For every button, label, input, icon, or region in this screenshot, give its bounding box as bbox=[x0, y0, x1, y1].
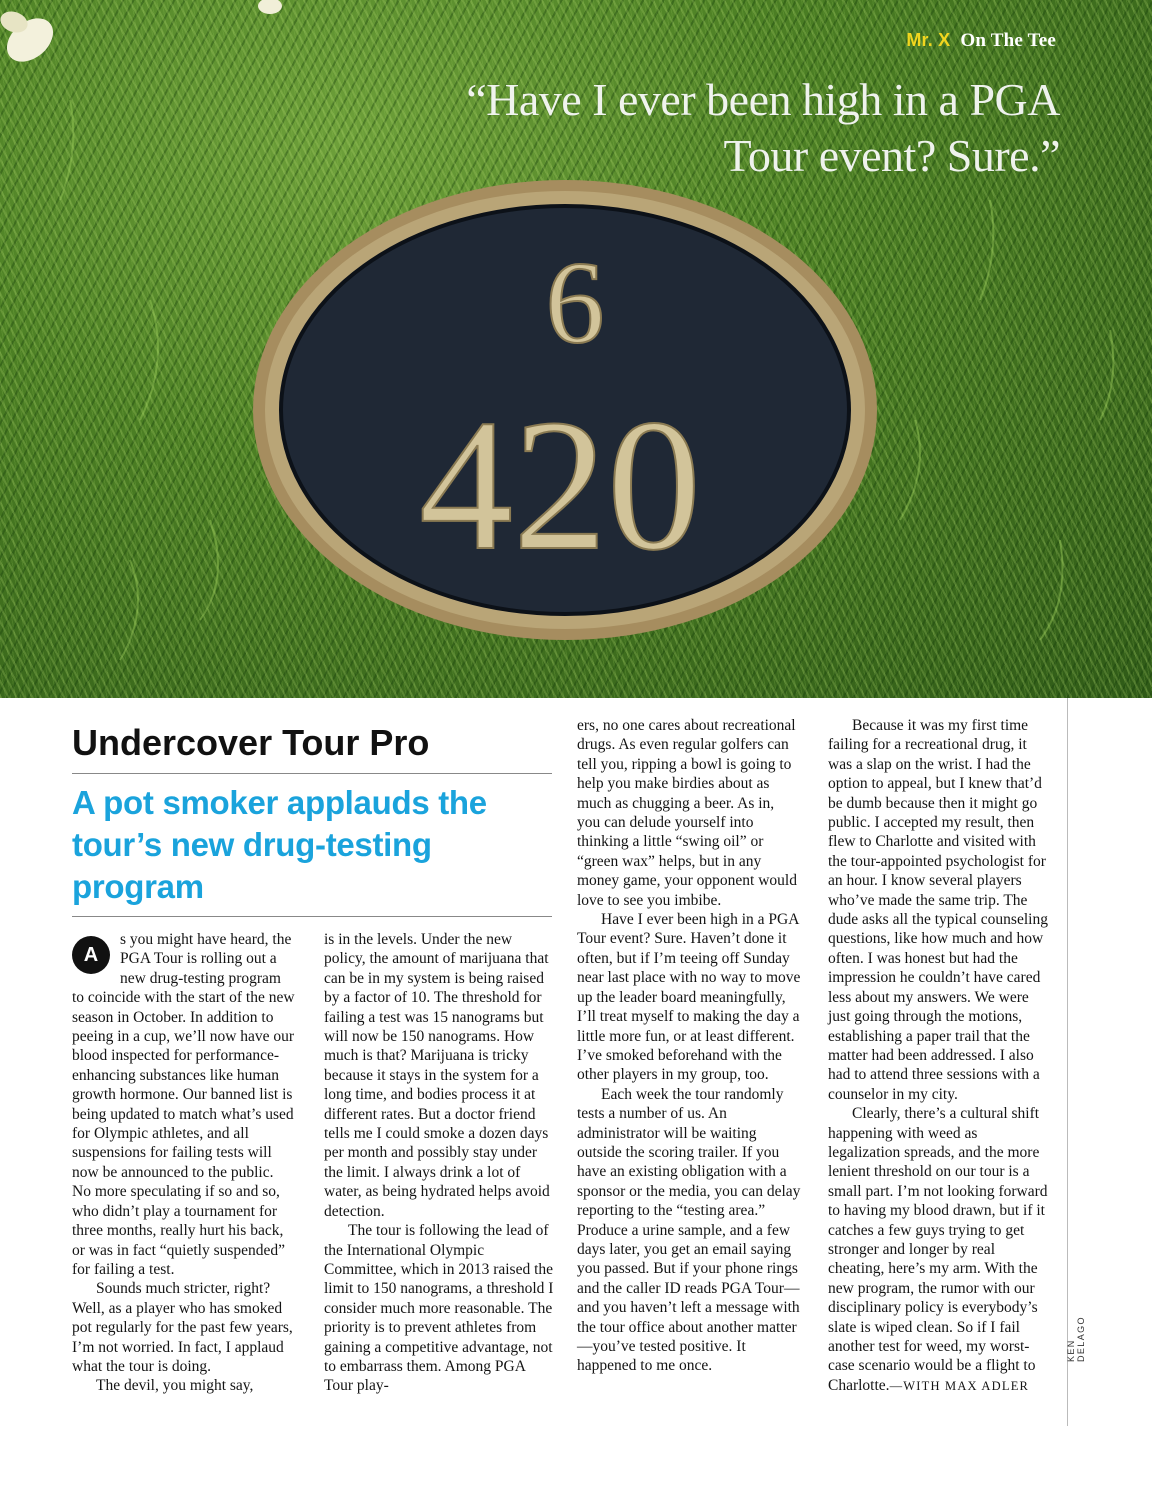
paragraph: The tour is following the lead of the International Olympic Committee, which in 2013 raised the limit to 150 nanograms, a threshold I consider much more reasonable. The priority is to prevent athletes from gaining a competitive advantage, not to embarrass them. Among PGA Tour play- bbox=[324, 1222, 554, 1395]
plaque bbox=[253, 180, 877, 640]
plaque-yardage: 420 bbox=[419, 380, 701, 589]
article-column-4 bbox=[828, 716, 1050, 1396]
article-column-1 bbox=[72, 930, 296, 1396]
article-headline: Undercover Tour Pro bbox=[72, 722, 430, 763]
paragraph: The devil, you might say, bbox=[96, 1377, 254, 1395]
subsection-label: On The Tee bbox=[960, 30, 1056, 51]
hero-photo bbox=[0, 0, 1152, 698]
article-column-3 bbox=[577, 716, 801, 1376]
paragraph: Sounds much stricter, right? Well, as a player who has smoked pot regularly for the past few years, I’m not worried. In fact, I applaud what the tour is doing. bbox=[72, 1280, 293, 1375]
article-dek: A pot smoker applauds the tour’s new drug-testing program bbox=[72, 784, 487, 905]
paragraph: ers, no one cares about recreational drugs. As even regular golfers can tell you, ripping a bowl is going to help you make birdies about as much as chugging a beer. As in, you can delude yourself into thinking a little “swing oil” or “green wax” helps, but in any money game, your opponent would love to see you imbibe. bbox=[577, 717, 797, 909]
section-label: Mr. X bbox=[906, 30, 951, 50]
flower-decoration bbox=[0, 0, 282, 71]
dek-rule bbox=[72, 916, 552, 917]
running-head bbox=[906, 30, 1056, 52]
paragraph: Because it was my first time failing for a recreational drug, it was a slap on the wrist. I had the option to appeal, but I knew that’d be dumb because then it might go public. I accepted my result, then flew to Charlotte and visited with the tour-appointed psychologist for an hour. I know several players who’ve made the same trip. The dude asks all the typical counseling questions, like how much and how often. I was honest but had the impression he couldn’t have cared less about my answers. We were just going through the motions, establishing a paper trail that the matter had been addressed. I also had to attend three sessions with a counselor in my city. bbox=[828, 717, 1048, 1103]
signoff: —WITH MAX ADLER bbox=[889, 1378, 1030, 1393]
drop-cap: A bbox=[72, 936, 110, 974]
headline-rule bbox=[72, 773, 552, 774]
paragraph bbox=[828, 1104, 1050, 1396]
plaque-hole-number: 6 bbox=[545, 237, 605, 368]
paragraph: is in the levels. Under the new policy, the amount of marijuana that can be in my system is being raised by a factor of 10. The threshold for failing a test was 15 nanograms but will now be 150 nanograms. How much is that? Marijuana is tricky because it stays in the system for a long time, and bodies process it at different rates. But a doctor friend tells me I could smoke a dozen days per month and possibly stay under the limit. I always drink a lot of water, as being hydrated helps avoid detection. bbox=[324, 931, 550, 1220]
pull-quote: “Have I ever been high in a PGA Tour event? Sure.” bbox=[466, 74, 1060, 181]
paragraph: Each week the tour randomly tests a number of us. An administrator will be waiting outside the scoring trailer. If you have an existing obligation with a sponsor or the media, you can delay reporting to the “testing area.” Produce a urine sample, and a few days later, you get an email saying you passed. But if your phone rings and the caller ID reads PGA Tour—and you haven’t left a message with the tour office about another matter—you’ve tested positive. It happened to me once. bbox=[577, 1085, 801, 1375]
paragraph: s you might have heard, the PGA Tour is rolling out a new drug-testing program to coincide with the start of the new season in October. In addition to peeing in a cup, we’ll now have our blood inspected for performance-enhancing substances like human growth hormone. Our banned list is being updated to match what’s used for Olympic athletes, and all suspensions for failing tests will now be announced to the public. No more speculating if so and so, who didn’t play a tournament for three months, really hurt his back, or was in fact “quietly suspended” for failing a test. bbox=[72, 931, 295, 1278]
paragraph: Have I ever been high in a PGA Tour event? Sure. Haven’t done it often, but if I’m teeing off Sunday near last place with no way to move up the leader board meaningfully, I’ll treat myself to making the day a little more fun, or at least different. I’ve smoked beforehand with the other players in my group, too. bbox=[577, 911, 801, 1084]
photo-credit: KEN DELAGO bbox=[1066, 1316, 1086, 1362]
paragraph-text: Clearly, there’s a cultural shift happening with weed as legalization spreads, and the more lenient threshold on our tour is a small part. I’m not looking forward to having my blood drawn, but if it catches a few guys trying to get stronger and longer by real cheating, here’s my arm. With the new program, the rumor with our disciplinary policy is everybody’s slate is wiped clean. So if I fail another test for weed, my worst-case scenario would be a flight to Charlotte. bbox=[828, 1105, 1048, 1394]
article-column-2 bbox=[324, 930, 554, 1396]
